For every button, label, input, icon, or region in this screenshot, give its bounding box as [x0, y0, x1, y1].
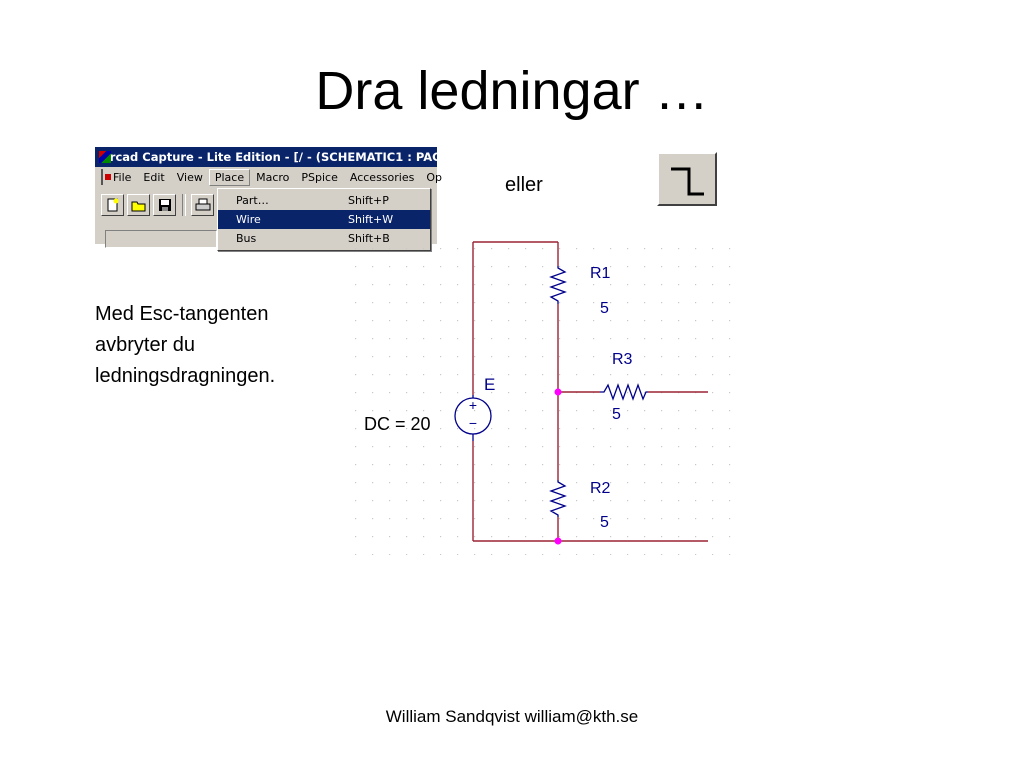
instruction-text — [95, 299, 275, 392]
menu-place[interactable]: Place — [209, 169, 250, 186]
r2-name: R2 — [590, 480, 611, 497]
r1-value: 5 — [600, 300, 609, 317]
eller-label: eller — [505, 174, 543, 196]
slide-title: Dra ledningar … — [315, 61, 709, 121]
menu-accessories[interactable]: Accessories — [349, 170, 415, 184]
r1-name: R1 — [590, 265, 611, 282]
minus-sign: − — [468, 415, 478, 431]
orcad-titlebar — [95, 147, 450, 167]
menu-item-label: Bus — [236, 232, 257, 245]
source-name: E — [484, 375, 496, 394]
junction-dot — [555, 389, 562, 396]
menu-item-wire[interactable] — [218, 210, 430, 229]
menu-macro[interactable]: Macro — [256, 170, 290, 184]
menu-item-shortcut: Shift+B — [348, 232, 390, 245]
r3-name: R3 — [612, 351, 633, 368]
window-title: Orcad Capture - Lite Edition - [/ - (SCHEMATIC1 : PAGE — [100, 150, 450, 164]
menu-options[interactable]: Op — [426, 170, 442, 184]
part-selector-field[interactable] — [105, 230, 217, 248]
instruction-line: Med Esc-tangenten — [95, 303, 269, 325]
toolbar-separator — [182, 194, 186, 216]
save-icon[interactable] — [153, 194, 176, 216]
source-value: DC = 20 — [364, 414, 431, 434]
instruction-line: ledningsdragningen. — [95, 365, 276, 387]
toolbar — [95, 190, 217, 220]
new-icon[interactable] — [101, 194, 124, 216]
plus-sign: + — [468, 397, 478, 413]
menu-edit[interactable]: Edit — [143, 170, 165, 184]
menu-item-part[interactable] — [218, 191, 430, 210]
open-icon[interactable] — [127, 194, 150, 216]
instruction-line: avbryter du — [95, 334, 196, 356]
menu-pspice[interactable]: PSpice — [301, 170, 338, 184]
circuit-schematic — [355, 230, 745, 560]
schematic-grid — [355, 245, 745, 555]
footer-credit: William Sandqvist william@kth.se — [385, 707, 639, 726]
menu-item-shortcut: Shift+P — [348, 194, 389, 207]
r3-value: 5 — [612, 406, 621, 423]
place-wire-button[interactable] — [657, 152, 717, 206]
menu-view[interactable]: View — [176, 170, 203, 184]
r2-value: 5 — [600, 514, 609, 531]
document-icon[interactable] — [101, 169, 103, 185]
menubar — [95, 167, 442, 187]
menu-item-label: Wire — [236, 213, 261, 226]
junction-dot — [555, 538, 562, 545]
menu-item-shortcut: Shift+W — [348, 213, 394, 226]
wire-tool-icon — [659, 154, 715, 204]
menu-item-label: Part… — [236, 194, 269, 207]
print-icon[interactable] — [191, 194, 214, 216]
menu-file[interactable]: File — [113, 170, 132, 184]
